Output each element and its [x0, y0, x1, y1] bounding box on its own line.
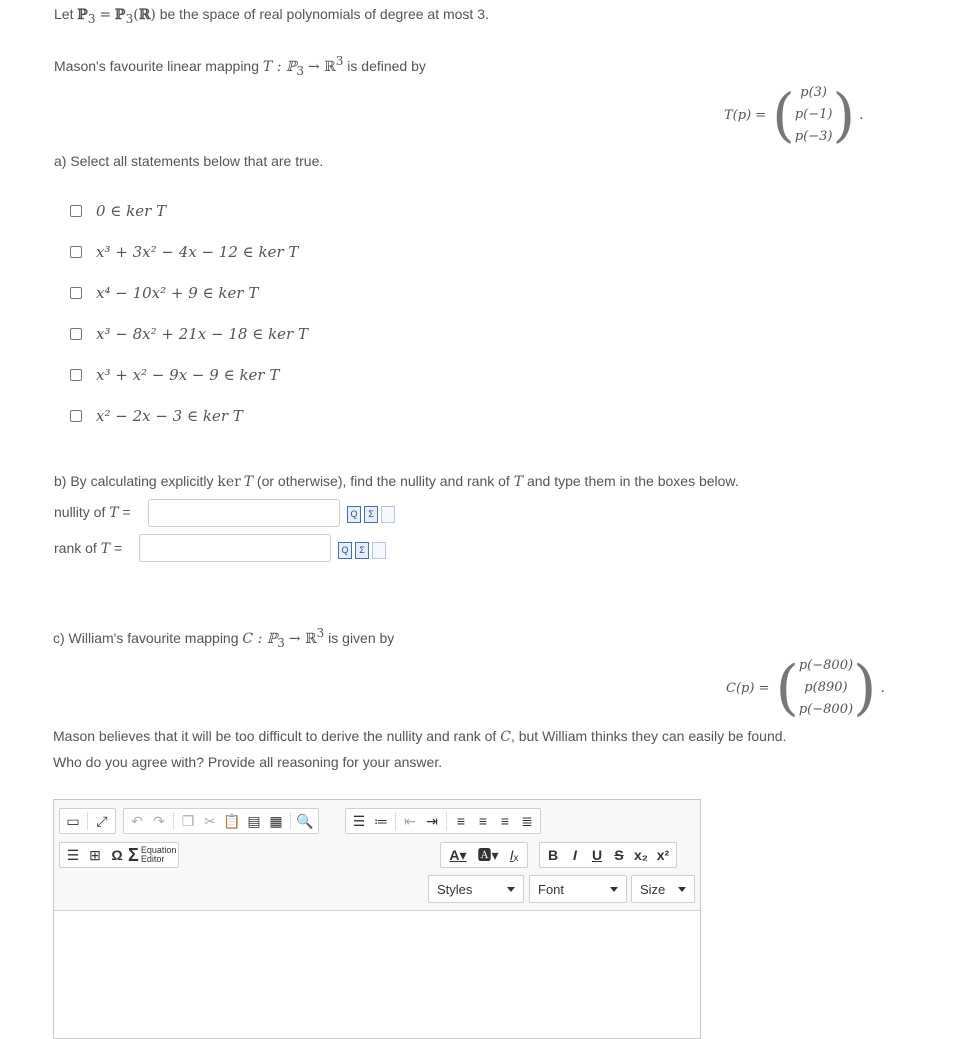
indent-icon[interactable]: ⇥	[426, 812, 438, 829]
chevron-down-icon	[610, 887, 618, 892]
table-icon[interactable]: ⊞	[89, 846, 101, 863]
T-entry: p(−1)	[794, 107, 833, 122]
remove-format-icon[interactable]: I ₓ	[509, 847, 519, 863]
C-entry: p(890)	[804, 680, 848, 695]
text-color-icon[interactable]: A ▾	[449, 846, 467, 863]
italic-icon[interactable]: I	[573, 847, 577, 863]
nullity-input[interactable]	[148, 499, 340, 527]
C-vector-entries	[799, 655, 853, 721]
editor-content-area[interactable]	[54, 911, 700, 1038]
option-checkbox[interactable]	[70, 410, 82, 422]
option-label: x² − 2x − 3 ∈ ker T	[96, 407, 243, 425]
option-label: x³ + 3x² − 4x − 12 ∈ ker T	[96, 243, 299, 261]
subscript-icon[interactable]: x₂	[633, 847, 648, 863]
part-a-prompt: a) Select all statements below that are true.	[54, 153, 324, 169]
find-icon[interactable]: 🔍	[296, 812, 314, 829]
page-icon	[372, 542, 386, 559]
equation-editor-button[interactable]: Σ Equation Editor	[128, 844, 177, 865]
part-c-line-2: Who do you agree with? Provide all reasoning for your answer.	[53, 754, 443, 770]
rank-input[interactable]	[139, 534, 331, 562]
toolbar-group-clipboard	[123, 808, 319, 834]
toolbar-group-colors	[440, 842, 528, 868]
part-c-prompt: c) William's favourite mapping C : ℙ$_3$ → ℝ$^3$ is given by	[53, 626, 395, 650]
option-5[interactable]	[70, 363, 279, 387]
outdent-icon[interactable]: ⇤	[404, 812, 416, 829]
T-entry: p(−3)	[794, 129, 833, 144]
horizontal-line-icon[interactable]: ☰	[66, 846, 80, 863]
chevron-down-icon	[507, 887, 515, 892]
numbered-list-icon[interactable]: ☰	[352, 812, 366, 829]
option-6[interactable]	[70, 404, 243, 428]
T-entry: p(3)	[800, 85, 827, 100]
align-right-icon[interactable]: ≡	[500, 813, 510, 829]
toolbar-group-view	[59, 808, 116, 834]
preview-icon[interactable]: Q	[338, 542, 352, 559]
option-checkbox[interactable]	[70, 205, 82, 217]
bulleted-list-icon[interactable]: ≔	[374, 812, 388, 829]
page-icon	[381, 506, 395, 523]
option-label: x⁴ − 10x² + 9 ∈ ker T	[96, 284, 259, 302]
size-dropdown[interactable]: Size	[631, 875, 695, 903]
sigma-icon[interactable]: Σ	[355, 542, 369, 559]
strikethrough-icon[interactable]: S	[614, 847, 624, 863]
font-dropdown[interactable]: Font	[529, 875, 627, 903]
styles-dropdown[interactable]: Styles	[428, 875, 524, 903]
maximize-icon[interactable]: ⤢	[96, 812, 108, 829]
option-label: 0 ∈ ker T	[96, 202, 167, 220]
toolbar-group-paragraph	[345, 808, 541, 834]
justify-icon[interactable]: ≣	[521, 812, 533, 829]
option-checkbox[interactable]	[70, 328, 82, 340]
align-left-icon[interactable]: ≡	[456, 813, 466, 829]
rank-label: rank of T =	[54, 540, 123, 557]
editor-toolbar	[54, 800, 700, 911]
special-char-icon[interactable]: Ω	[111, 847, 123, 863]
option-checkbox[interactable]	[70, 287, 82, 299]
underline-icon[interactable]: U	[591, 847, 603, 863]
C-entry: p(−800)	[798, 658, 854, 673]
toolbar-group-basicstyles	[539, 842, 677, 868]
chevron-down-icon	[678, 887, 686, 892]
source-icon[interactable]: ▭	[66, 812, 80, 829]
paste-text-icon[interactable]: ▤	[247, 812, 261, 829]
toolbar-group-insert	[59, 842, 179, 868]
superscript-icon[interactable]: x²	[656, 847, 670, 863]
T-definition-display: T(p) = ( p(3) p(−1) p(−3) ) .	[724, 81, 864, 149]
align-center-icon[interactable]: ≡	[478, 813, 488, 829]
paste-word-icon[interactable]: ▦	[269, 812, 283, 829]
bold-icon[interactable]: B	[547, 847, 559, 863]
part-c-line-1: Mason believes that it will be too difficult to derive the nullity and rank of C, but William thinks they can easily be found.	[53, 728, 787, 745]
option-checkbox[interactable]	[70, 246, 82, 258]
answer-editor[interactable]	[53, 799, 701, 1039]
C-definition-display: C(p) = ( p(−800) p(890) p(−800) ) .	[726, 653, 885, 723]
intro-text: Let ℙ$_3$ = ℙ$_3$(ℝ) be the space of real polynomials of degree at most 3.	[54, 6, 489, 26]
background-color-icon[interactable]: 🅰▾	[477, 847, 499, 863]
T-vector-entries	[795, 82, 833, 148]
C-entry: p(−800)	[798, 702, 854, 717]
mason-definition: Mason's favourite linear mapping T : ℙ$_3$ → ℝ$^3$ is defined by	[54, 54, 426, 78]
undo-icon[interactable]: ↶	[131, 812, 143, 829]
cut-icon[interactable]: ✂	[204, 812, 216, 829]
preview-icon[interactable]: Q	[347, 506, 361, 523]
option-3[interactable]	[70, 281, 258, 305]
paste-icon[interactable]: 📋	[223, 812, 241, 829]
option-4[interactable]	[70, 322, 308, 346]
option-1[interactable]	[70, 199, 166, 223]
redo-icon[interactable]: ↷	[153, 812, 165, 829]
option-2[interactable]	[70, 240, 298, 264]
nullity-label: nullity of T =	[54, 504, 131, 521]
copy-icon[interactable]: ❐	[181, 812, 195, 829]
option-label: x³ − 8x² + 21x − 18 ∈ ker T	[96, 325, 308, 343]
option-label: x³ + x² − 9x − 9 ∈ ker T	[96, 366, 280, 384]
part-b-prompt: b) By calculating explicitly ker T (or otherwise), find the nullity and rank of T and type them in the boxes below.	[54, 473, 739, 490]
option-checkbox[interactable]	[70, 369, 82, 381]
sigma-icon[interactable]: Σ	[364, 506, 378, 523]
